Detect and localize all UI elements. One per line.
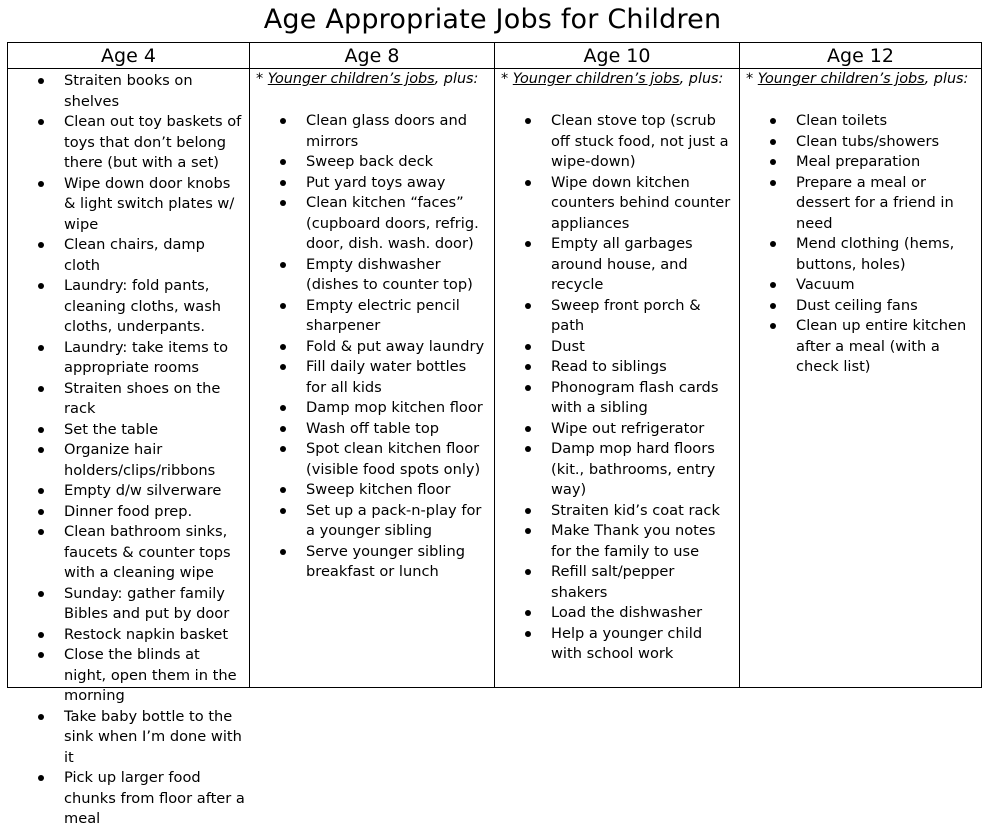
job-item: Wipe down door knobs & light switch plates w/ wipe <box>8 174 249 236</box>
column-age-4 <box>8 43 250 827</box>
job-item: Dust <box>495 337 739 358</box>
job-item: Read to siblings <box>495 357 739 378</box>
job-item: Damp mop hard floors (kit., bathrooms, entry way) <box>495 439 739 501</box>
younger-jobs-note <box>501 69 723 90</box>
column-age-10 <box>495 43 740 687</box>
job-item: Put yard toys away <box>250 173 494 194</box>
job-item: Clean toilets <box>740 111 981 132</box>
job-item: Serve younger sibling breakfast or lunch <box>250 542 494 583</box>
job-item: Straiten books on shelves <box>8 71 249 112</box>
note-suffix: , plus: <box>434 71 479 87</box>
jobs-table <box>7 42 982 827</box>
job-item: Set the table <box>8 420 249 441</box>
job-item: Clean kitchen “faces” (cupboard doors, refrig. door, dish. wash. door) <box>250 193 494 255</box>
note-link-text: Younger children’s jobs <box>267 71 435 87</box>
job-item: Damp mop kitchen floor <box>250 398 494 419</box>
job-item: Wash off table top <box>250 419 494 440</box>
job-item: Refill salt/pepper shakers <box>495 562 739 603</box>
job-item: Load the dishwasher <box>495 603 739 624</box>
job-item: Wipe out refrigerator <box>495 419 739 440</box>
note-link-text: Younger children’s jobs <box>757 71 925 87</box>
job-item: Empty d/w silverware <box>8 481 249 502</box>
job-item: Straiten kid’s coat rack <box>495 501 739 522</box>
column-age-12 <box>740 43 981 687</box>
note-prefix: * <box>256 71 268 87</box>
note-prefix: * <box>501 71 513 87</box>
job-item: Help a younger child with school work <box>495 624 739 665</box>
note-suffix: , plus: <box>924 71 969 87</box>
job-item: Close the blinds at night, open them in the morning <box>8 645 249 707</box>
younger-jobs-note <box>746 69 968 90</box>
job-item: Pick up larger food chunks from floor after a meal <box>8 768 249 830</box>
job-item: Dinner food prep. <box>8 502 249 523</box>
job-item: Sunday: gather family Bibles and put by door <box>8 584 249 625</box>
job-item: Fold & put away laundry <box>250 337 494 358</box>
job-item: Laundry: fold pants, cleaning cloths, wash cloths, underpants. <box>8 276 249 338</box>
column-header-age-4: Age 4 <box>8 43 249 69</box>
job-list-age-10 <box>495 111 739 665</box>
job-item: Clean up entire kitchen after a meal (with a check list) <box>740 316 981 378</box>
job-item: Laundry: take items to appropriate rooms <box>8 338 249 379</box>
job-item: Meal preparation <box>740 152 981 173</box>
job-item: Restock napkin basket <box>8 625 249 646</box>
job-list-age-12 <box>740 111 981 378</box>
job-item: Empty all garbages around house, and recycle <box>495 234 739 296</box>
job-item: Clean out toy baskets of toys that don’t belong there (but with a set) <box>8 112 249 174</box>
job-item: Vacuum <box>740 275 981 296</box>
column-header-age-10: Age 10 <box>495 43 739 69</box>
job-item: Phonogram flash cards with a sibling <box>495 378 739 419</box>
job-item: Empty dishwasher (dishes to counter top) <box>250 255 494 296</box>
job-item: Clean bathroom sinks, faucets & counter tops with a cleaning wipe <box>8 522 249 584</box>
job-item: Spot clean kitchen floor (visible food spots only) <box>250 439 494 480</box>
job-item: Fill daily water bottles for all kids <box>250 357 494 398</box>
column-header-age-12: Age 12 <box>740 43 981 69</box>
job-item: Dust ceiling fans <box>740 296 981 317</box>
job-item: Organize hair holders/clips/ribbons <box>8 440 249 481</box>
job-item: Clean glass doors and mirrors <box>250 111 494 152</box>
column-age-8 <box>250 43 495 687</box>
note-prefix: * <box>746 71 758 87</box>
column-header-age-8: Age 8 <box>250 43 494 69</box>
note-link-text: Younger children’s jobs <box>512 71 680 87</box>
job-item: Clean chairs, damp cloth <box>8 235 249 276</box>
job-list-age-4 <box>8 71 249 830</box>
job-item: Make Thank you notes for the family to use <box>495 521 739 562</box>
job-item: Prepare a meal or dessert for a friend in need <box>740 173 981 235</box>
younger-jobs-note <box>256 69 478 90</box>
job-item: Empty electric pencil sharpener <box>250 296 494 337</box>
job-item: Take baby bottle to the sink when I’m done with it <box>8 707 249 769</box>
job-item: Clean tubs/showers <box>740 132 981 153</box>
job-item: Sweep front porch & path <box>495 296 739 337</box>
job-item: Sweep back deck <box>250 152 494 173</box>
job-list-age-8 <box>250 111 494 583</box>
job-item: Straiten shoes on the rack <box>8 379 249 420</box>
job-item: Mend clothing (hems, buttons, holes) <box>740 234 981 275</box>
job-item: Wipe down kitchen counters behind counter appliances <box>495 173 739 235</box>
note-suffix: , plus: <box>679 71 724 87</box>
page-title: Age Appropriate Jobs for Children <box>263 4 722 35</box>
job-item: Clean stove top (scrub off stuck food, not just a wipe-down) <box>495 111 739 173</box>
job-item: Sweep kitchen floor <box>250 480 494 501</box>
job-item: Set up a pack-n-play for a younger sibling <box>250 501 494 542</box>
